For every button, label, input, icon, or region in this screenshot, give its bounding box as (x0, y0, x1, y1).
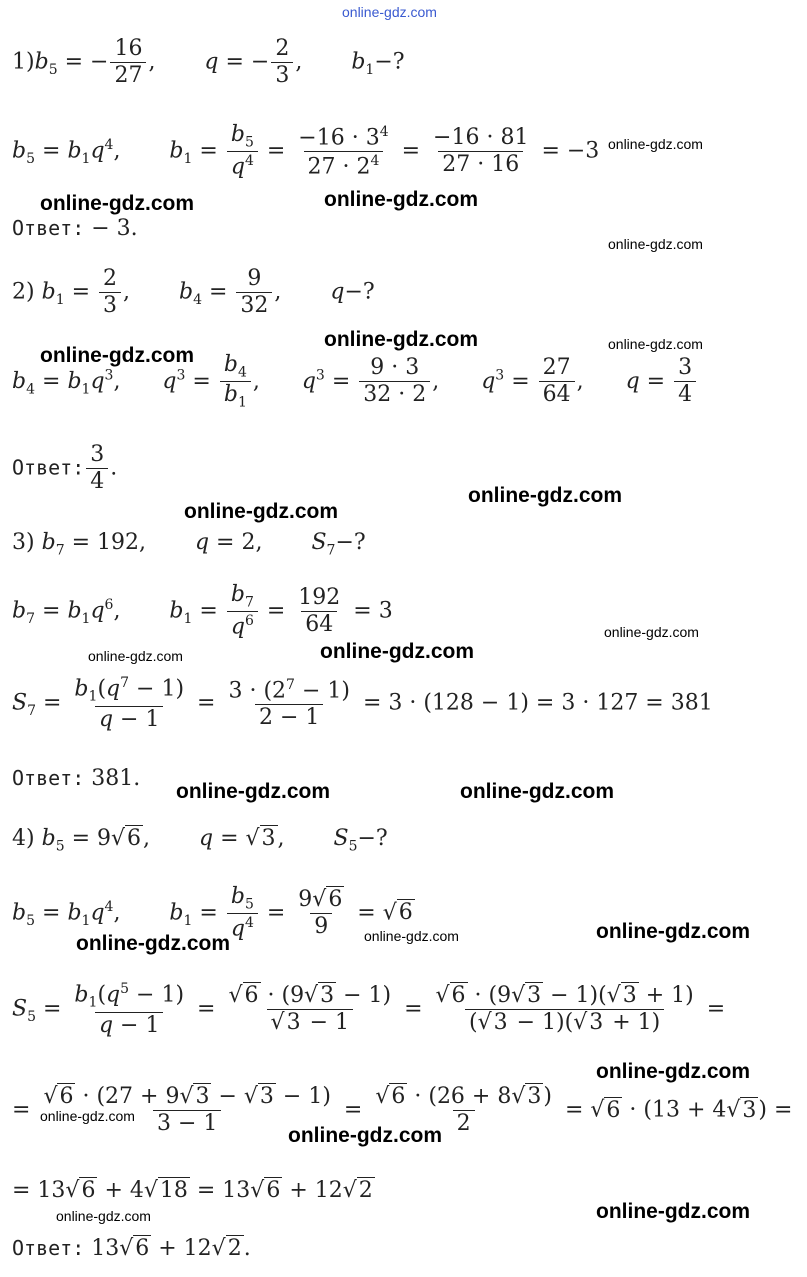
problem-1-solution: $b_5 = b_1q^4$, $b_1$ = $\frac{b_5}{q^4}$ = $\frac{-16 \cdot 3^4}{27 \cdot 2^4}$ = $\frac{-16 \cdot 81}{27 \cdot 16}$ = −3 (12, 122, 600, 180)
watermark: online-gdz.com (76, 932, 230, 955)
problem-3-answer (12, 768, 140, 790)
watermark: online-gdz.com (324, 328, 478, 351)
problem-2-answer: Ответ: $\frac{3}{4}$ . (12, 442, 118, 494)
problem-3-given: 3) $b_7 = 192$, q = 2, $S_7-$? (12, 530, 366, 559)
answer-label: Ответ: (12, 216, 85, 240)
watermark: online-gdz.com (40, 192, 194, 215)
watermark: online-gdz.com (184, 500, 338, 523)
problem-4-sum-step-2: = $\frac{√6 \cdot (27 + 9√3 - √3 - 1)}{3 - 1}$ = $\frac{√6 \cdot (26 + 8√3)}{2}$ = √6 · (13 + 4√3) = (12, 1084, 793, 1136)
watermark: online-gdz.com (596, 1060, 750, 1083)
watermark: online-gdz.com (460, 780, 614, 803)
watermark: online-gdz.com (468, 484, 622, 507)
watermark: online-gdz.com (320, 640, 474, 663)
answer-value: − 3. (91, 216, 138, 241)
problem-4-sum-step-1: $S_5$ = $\frac{b_1(q^5 - 1)}{q - 1}$ = $\frac{√6 \cdot (9√3 - 1)}{√3 - 1}$ = $\frac{√6 \cdot (9√3 - 1)(√3 + 1)}{(√3 - 1)(√3 + 1)}$ = (12, 981, 726, 1038)
watermark: online-gdz.com (56, 1208, 151, 1224)
watermark: online-gdz.com (176, 780, 330, 803)
header-watermark: online-gdz.com (342, 4, 437, 20)
watermark: online-gdz.com (288, 1124, 442, 1147)
problem-1-answer (12, 218, 138, 240)
problem-3-sum: $S_7$ = $\frac{b_1(q^7 - 1)}{q - 1}$ = $\frac{3 \cdot (2^7 - 1)}{2 - 1}$ = 3 · (128 − 1) = 3 · 127 = 381 (12, 675, 713, 732)
watermark: online-gdz.com (604, 624, 699, 640)
problem-2-solution: $b_4 = b_1q^3$, $q^3$ = $\frac{b_4}{b_1}$ , $q^3$ = $\frac{9 \cdot 3}{32 \cdot 2}$ , $q^3$ = $\frac{27}{64}$ , q = $\frac{3}{4}$ (12, 354, 698, 410)
problem-1-given: $1)b_5$ = − $\frac{16}{27}$ , q = − $\frac{2}{3}$ , $b_1-$? (12, 36, 405, 88)
problem-4-answer: Ответ: 13√6 + 12√2. (12, 1236, 251, 1261)
watermark: online-gdz.com (88, 648, 183, 664)
answer-label: Ответ: (12, 1236, 85, 1260)
answer-label: Ответ: (12, 766, 85, 790)
watermark: online-gdz.com (596, 1200, 750, 1223)
watermark: online-gdz.com (40, 344, 194, 367)
watermark: online-gdz.com (364, 928, 459, 944)
problem-2-given: 2) $b_1$ = $\frac{2}{3}$ , $b_4$ = $\frac{9}{32}$ , q−? (12, 266, 375, 318)
problem-4-b1: $b_5 = b_1q^4$, $b_1$ = $\frac{b_5}{q^4}$ = $\frac{9√6}{9}$ = √6 (12, 884, 413, 942)
watermark: online-gdz.com (608, 336, 703, 352)
watermark: online-gdz.com (324, 188, 478, 211)
problem-4-sum-step-3: = 13√6 + 4√18 = 13√6 + 12√2 (12, 1178, 373, 1203)
watermark: online-gdz.com (608, 136, 703, 152)
watermark: online-gdz.com (40, 1108, 135, 1124)
answer-label: Ответ: (12, 455, 85, 480)
problem-4-given: 4) $b_5 = 9√6$, q = √3, $S_5-$? (12, 826, 388, 855)
answer-value: 381. (91, 766, 141, 791)
watermark: online-gdz.com (596, 920, 750, 943)
problem-3-b1: $b_7 = b_1q^6$, $b_1$ = $\frac{b_7}{q^6}$ = $\frac{192}{64}$ = 3 (12, 582, 393, 640)
watermark: online-gdz.com (608, 236, 703, 252)
